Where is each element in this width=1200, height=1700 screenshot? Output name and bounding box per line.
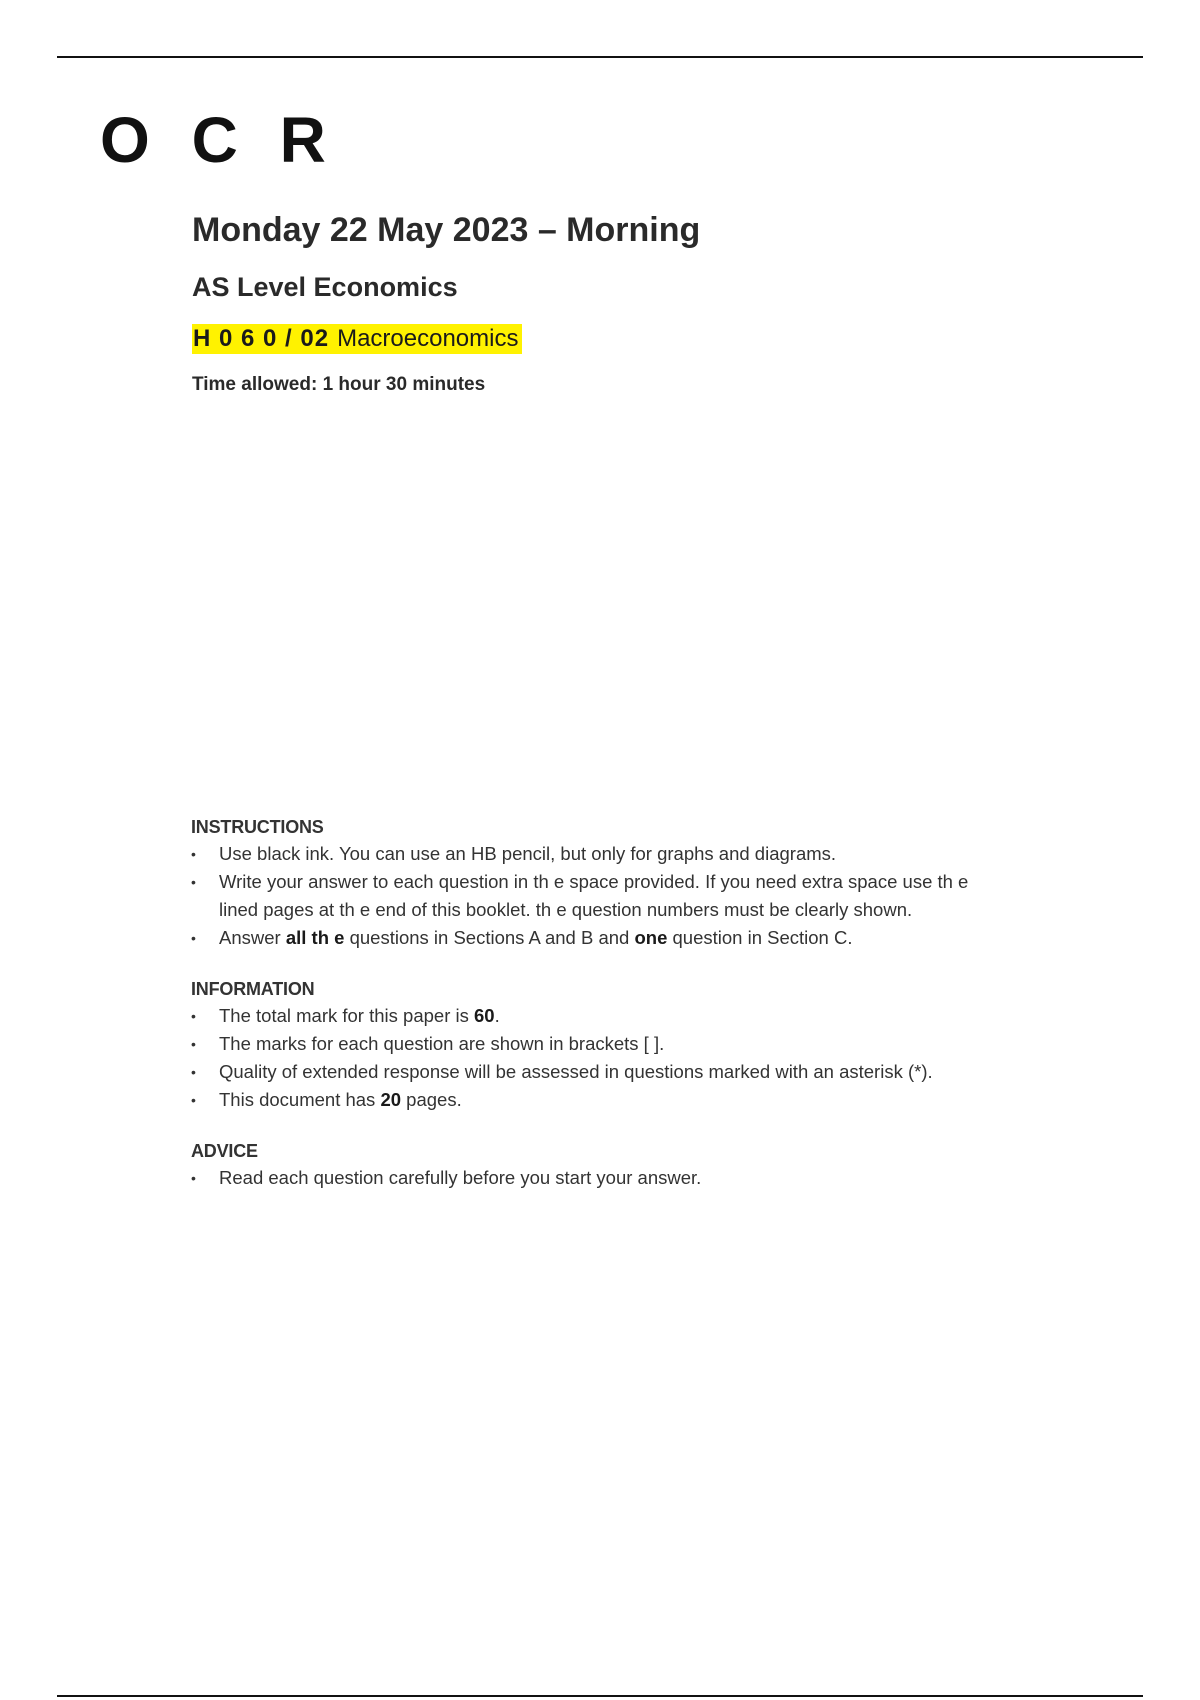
information-text: Quality of extended response will be assessed in questions marked with an asterisk (*). — [219, 1061, 933, 1082]
bullet-icon: • — [191, 930, 196, 946]
information-text: This document has — [219, 1089, 381, 1110]
list-item — [191, 840, 1091, 868]
paper-name: Macroeconomics — [337, 325, 519, 352]
bullet-icon: • — [191, 1064, 196, 1080]
instructions-section — [191, 814, 1091, 952]
bullet-icon: • — [191, 874, 196, 890]
list-item — [191, 1086, 1091, 1114]
emphasis-text: 60 — [474, 1005, 495, 1026]
time-allowed: Time allowed: 1 hour 30 minutes — [192, 374, 486, 395]
information-heading: INFORMATION — [191, 979, 315, 999]
advice-list — [191, 1164, 1091, 1192]
instruction-text: questions in Sections A and B and — [344, 927, 635, 948]
list-item — [191, 1164, 1091, 1192]
information-text: . — [494, 1005, 500, 1026]
information-text: The total mark for this paper is — [219, 1005, 474, 1026]
information-text: The marks for each question are shown in brackets [ ]. — [219, 1033, 665, 1054]
header-block — [192, 205, 1092, 398]
paper-code-highlight — [192, 324, 522, 354]
instruction-text: Use black ink. You can use an HB pencil, but only for graphs and diagrams. — [219, 843, 837, 864]
information-text: pages. — [401, 1089, 462, 1110]
paper-code: H 0 6 0 / 02 — [193, 325, 330, 352]
advice-text: Read each question carefully before you start your answer. — [219, 1167, 702, 1188]
instruction-text: question in Section C. — [667, 927, 853, 948]
bottom-rule — [57, 1695, 1143, 1697]
subject-title: AS Level Economics — [192, 272, 458, 302]
emphasis-text: 20 — [380, 1089, 402, 1110]
exam-date: Monday 22 May 2023 – Morning — [192, 211, 701, 249]
sections-block — [191, 814, 1091, 1216]
ocr-logo: O C R — [100, 104, 338, 176]
list-item — [191, 1058, 1091, 1086]
emphasis-text: all th e — [285, 927, 345, 948]
emphasis-text: one — [634, 927, 668, 948]
bullet-icon: • — [191, 1036, 196, 1052]
list-item — [191, 1002, 1091, 1030]
instruction-text: Write your answer to each question in th e space provided. If you need extra space use th e — [219, 871, 969, 892]
bullet-icon: • — [191, 1092, 196, 1108]
list-item — [191, 924, 1091, 952]
list-item — [191, 868, 1091, 924]
paper-code-line — [192, 322, 1092, 356]
bullet-icon: • — [191, 1008, 196, 1024]
information-section — [191, 976, 1091, 1114]
top-rule — [57, 56, 1143, 58]
list-item — [191, 1030, 1091, 1058]
instructions-list — [191, 840, 1091, 952]
advice-heading: ADVICE — [191, 1141, 258, 1161]
instruction-text: Answer — [219, 927, 286, 948]
advice-section — [191, 1138, 1091, 1192]
bullet-icon: • — [191, 846, 196, 862]
information-list — [191, 1002, 1091, 1114]
instruction-text: lined pages at th e end of this booklet. th e question numbers must be clearly shown. — [219, 899, 913, 920]
instructions-heading: INSTRUCTIONS — [191, 817, 324, 837]
bullet-icon: • — [191, 1170, 196, 1186]
